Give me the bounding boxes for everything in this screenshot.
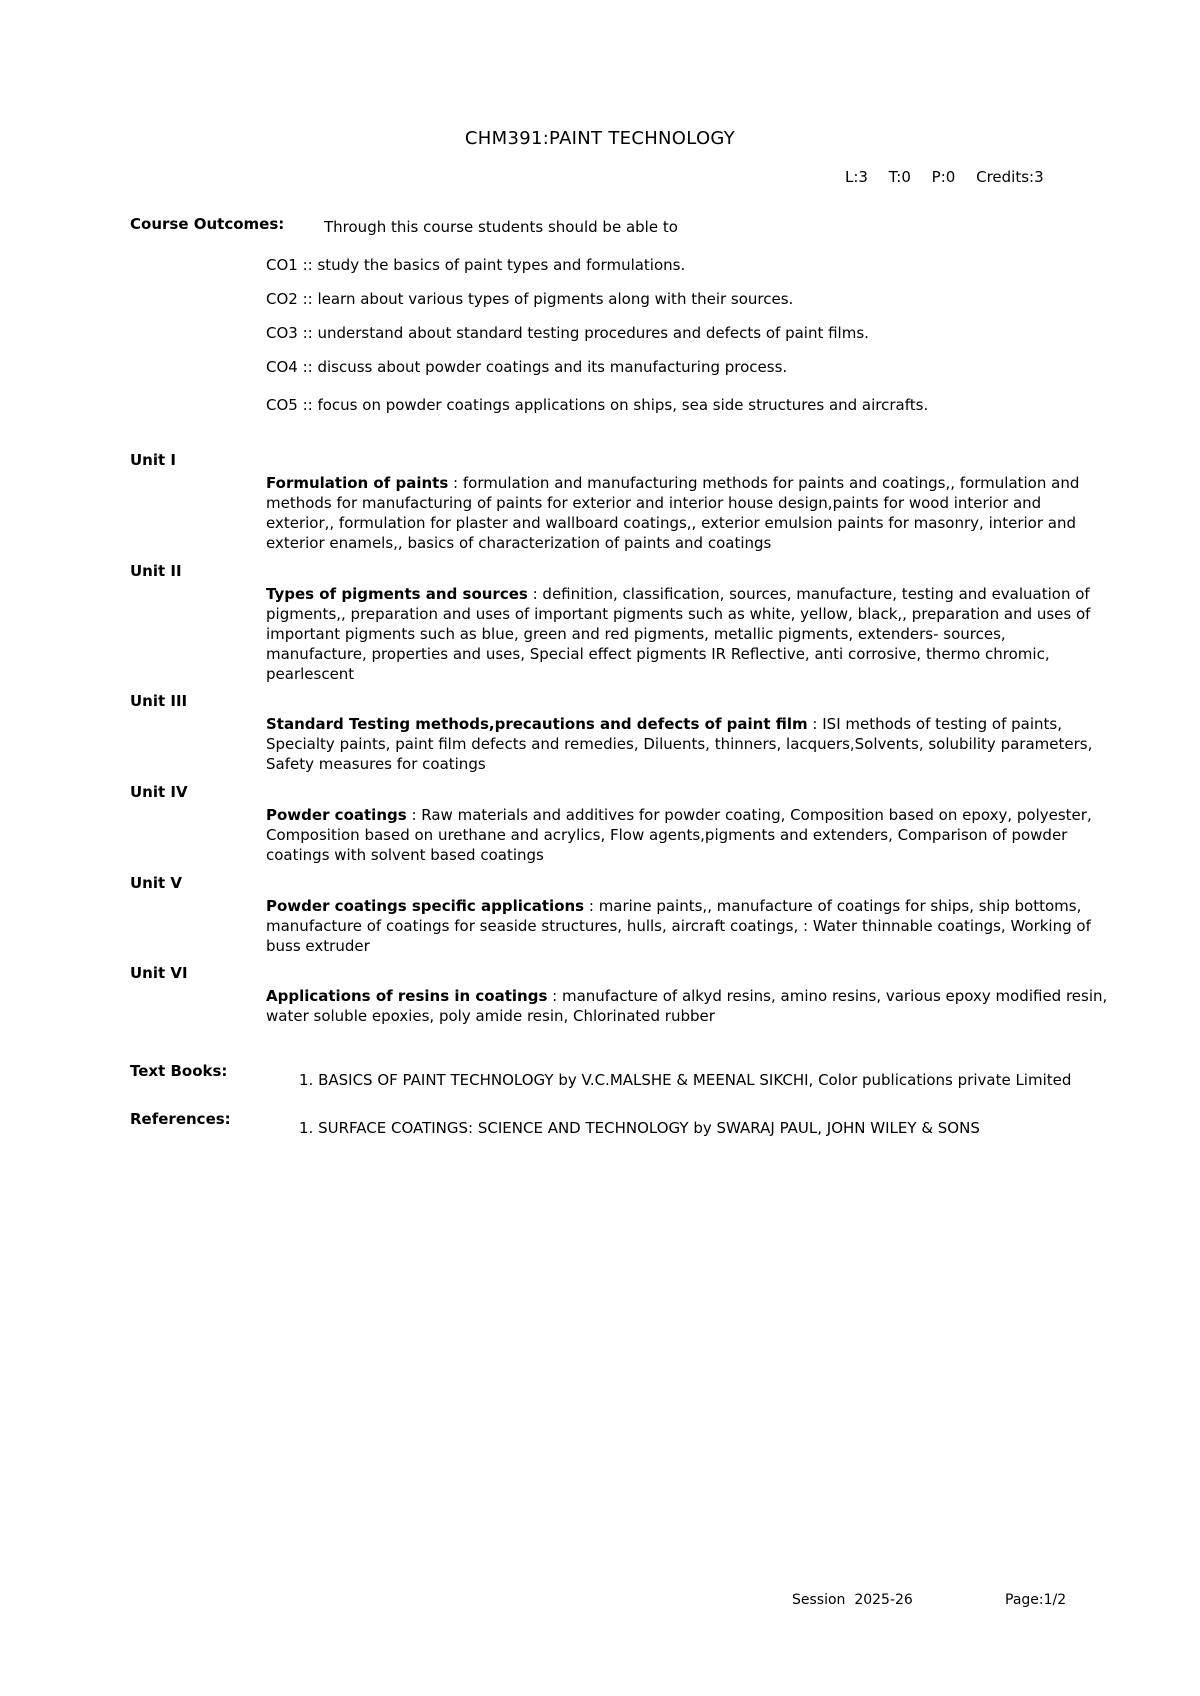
course-outcome-item: CO5 :: focus on powder coatings applications on ships, sea side structures and aircrafts.	[266, 396, 929, 414]
practical-hours: P:0	[931, 168, 956, 186]
page-number: Page:1/2	[1005, 1592, 1067, 1608]
unit-text: : definition, classification, sources, manufacture, testing and evaluation of pigments,, preparation and uses of important pigments such as white, yellow, black,, preparation and uses of important pigments such as blue, green and red pigments, metallic pigments, extenders- sources, manufacture, properties and uses, Special effect pigments IR Reflective, anti corrosive, thermo chromic, pearlescent	[266, 585, 1091, 683]
credits: Credits:3	[976, 168, 1044, 186]
unit-content	[266, 584, 1111, 684]
unit-heading: Standard Testing methods,precautions and defects of paint film	[266, 715, 808, 733]
session-info: Session 2025-26	[792, 1592, 913, 1608]
unit-text: : Raw materials and additives for powder coating, Composition based on epoxy, polyester, Composition based on urethane and acrylics, Flow agents,pigments and extenders, Comparison of powder coatings with solvent based coatings	[266, 806, 1092, 864]
unit-label: Unit V	[130, 874, 183, 892]
unit-text: : manufacture of alkyd resins, amino resins, various epoxy modified resin, water soluble epoxies, poly amide resin, Chlorinated rubber	[266, 987, 1108, 1025]
course-outcome-item: CO1 :: study the basics of paint types and formulations.	[266, 256, 686, 274]
tutorial-hours: T:0	[888, 168, 911, 186]
credit-info	[845, 168, 1058, 186]
references-label: References:	[130, 1110, 231, 1128]
course-outcome-item: CO4 :: discuss about powder coatings and its manufacturing process.	[266, 358, 788, 376]
text-books-label: Text Books:	[130, 1062, 228, 1080]
unit-content	[266, 986, 1111, 1026]
reference-item: 1. SURFACE COATINGS: SCIENCE AND TECHNOLOGY by SWARAJ PAUL, JOHN WILEY & SONS	[299, 1119, 980, 1137]
course-outcome-item: CO3 :: understand about standard testing procedures and defects of paint films.	[266, 324, 869, 342]
unit-label: Unit III	[130, 692, 188, 710]
unit-label: Unit I	[130, 451, 176, 469]
text-book-item: 1. BASICS OF PAINT TECHNOLOGY by V.C.MALSHE & MEENAL SIKCHI, Color publications private Limited	[299, 1071, 1072, 1089]
unit-heading: Powder coatings	[266, 806, 407, 824]
unit-text: : ISI methods of testing of paints, Specialty paints, paint film defects and remedies, Diluents, thinners, lacquers,Solvents, solubility parameters, Safety measures for coatings	[266, 715, 1093, 773]
unit-heading: Applications of resins in coatings	[266, 987, 548, 1005]
unit-content	[266, 805, 1111, 865]
lecture-hours: L:3	[845, 168, 868, 186]
unit-label: Unit II	[130, 562, 182, 580]
unit-content	[266, 896, 1111, 956]
course-title: CHM391:PAINT TECHNOLOGY	[464, 128, 736, 149]
unit-content	[266, 714, 1111, 774]
unit-label: Unit VI	[130, 964, 188, 982]
unit-text: : marine paints,, manufacture of coatings for ships, ship bottoms, manufacture of coatings for seaside structures, hulls, aircraft coatings, : Water thinnable coatings, Working of buss extruder	[266, 897, 1091, 955]
unit-heading: Powder coatings specific applications	[266, 897, 585, 915]
unit-heading: Types of pigments and sources	[266, 585, 528, 603]
unit-text: : formulation and manufacturing methods for paints and coatings,, formulation and methods for manufacturing of paints for exterior and interior house design,paints for wood interior and exterior,, formulation for plaster and wallboard coatings,, exterior emulsion paints for masonry, interior and exterior enamels,, basics of characterization of paints and coatings	[266, 474, 1080, 552]
course-outcome-item: CO2 :: learn about various types of pigments along with their sources.	[266, 290, 794, 308]
course-outcomes-intro: Through this course students should be able to	[324, 218, 678, 236]
course-outcomes-label: Course Outcomes:	[130, 215, 285, 233]
unit-label: Unit IV	[130, 783, 188, 801]
unit-content	[266, 473, 1111, 553]
unit-heading: Formulation of paints	[266, 474, 449, 492]
